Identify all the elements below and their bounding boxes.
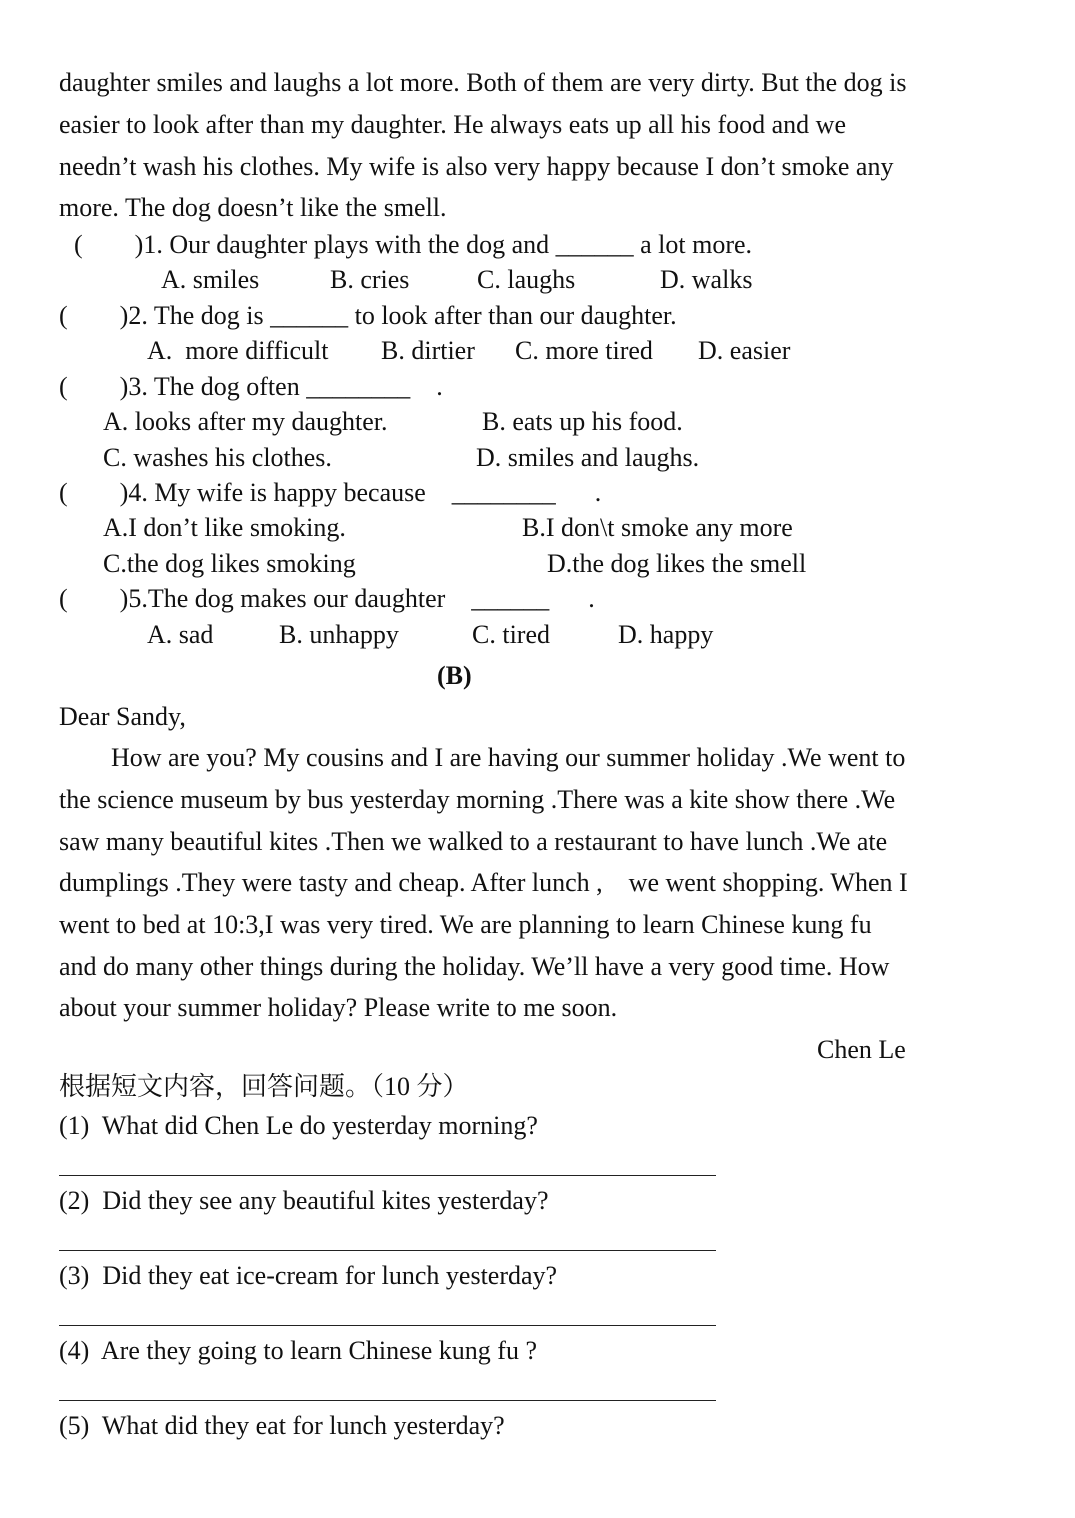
instruction-text: 根据短文内容，回答问题。（10 分） bbox=[59, 1072, 469, 1101]
question-5-option-c: C. tired bbox=[472, 620, 550, 649]
question-1-option-a: A. smiles bbox=[161, 265, 260, 294]
letter-line: the science museum by bus yesterday morning .There was a kite show there .We bbox=[59, 785, 896, 814]
open-question-3: (3) Did they eat ice-cream for lunch yesterday? bbox=[59, 1261, 558, 1290]
open-question-4: (4) Are they going to learn Chinese kung fu ? bbox=[59, 1336, 537, 1365]
passage-a-line: easier to look after than my daughter. He always eats up all his food and we bbox=[59, 110, 846, 139]
question-3-option-b: B. eats up his food. bbox=[482, 407, 683, 436]
answer-line-2[interactable] bbox=[59, 1250, 716, 1251]
question-2-option-c: C. more tired bbox=[515, 336, 653, 365]
open-question-1: (1) What did Chen Le do yesterday morning? bbox=[59, 1111, 538, 1140]
question-5-option-d: D. happy bbox=[618, 620, 714, 649]
question-2-option-a: A. more difficult bbox=[147, 336, 329, 365]
letter-line: went to bed at 10:3,I was very tired. We are planning to learn Chinese kung fu bbox=[59, 910, 872, 939]
question-4-option-d: D.the dog likes the smell bbox=[547, 549, 807, 578]
passage-a-line: more. The dog doesn’t like the smell. bbox=[59, 193, 447, 222]
question-5-prompt: ( )5.The dog makes our daughter ______ . bbox=[59, 584, 595, 613]
passage-a-line: daughter smiles and laughs a lot more. Both of them are very dirty. But the dog is bbox=[59, 68, 907, 97]
question-1-prompt: ( )1. Our daughter plays with the dog and ______ a lot more. bbox=[74, 230, 753, 259]
question-4-option-a: A.I don’t like smoking. bbox=[103, 513, 346, 542]
question-3-option-d: D. smiles and laughs. bbox=[476, 443, 700, 472]
question-3-option-c: C. washes his clothes. bbox=[103, 443, 332, 472]
question-4-option-c: C.the dog likes smoking bbox=[103, 549, 356, 578]
letter-line: about your summer holiday? Please write to me soon. bbox=[59, 993, 618, 1022]
question-3-option-a: A. looks after my daughter. bbox=[103, 407, 388, 436]
letter-line: dumplings .They were tasty and cheap. After lunch , we went shopping. When I bbox=[59, 868, 908, 897]
answer-line-1[interactable] bbox=[59, 1175, 716, 1176]
open-question-2: (2) Did they see any beautiful kites yesterday? bbox=[59, 1186, 549, 1215]
question-5-option-b: B. unhappy bbox=[279, 620, 399, 649]
question-5-option-a: A. sad bbox=[147, 620, 214, 649]
question-1-option-b: B. cries bbox=[330, 265, 410, 294]
letter-line: saw many beautiful kites .Then we walked to a restaurant to have lunch .We ate bbox=[59, 827, 888, 856]
question-2-option-d: D. easier bbox=[698, 336, 791, 365]
question-3-prompt: ( )3. The dog often ________ . bbox=[59, 372, 443, 401]
passage-a-line: needn’t wash his clothes. My wife is also very happy because I don’t smoke any bbox=[59, 152, 894, 181]
question-1-option-d: D. walks bbox=[660, 265, 753, 294]
letter-line: How are you? My cousins and I are having our summer holiday .We went to bbox=[59, 743, 906, 772]
question-2-option-b: B. dirtier bbox=[381, 336, 475, 365]
answer-line-4[interactable] bbox=[59, 1400, 716, 1401]
answer-line-3[interactable] bbox=[59, 1325, 716, 1326]
letter-greeting: Dear Sandy, bbox=[59, 702, 186, 731]
section-b-heading: (B) bbox=[437, 661, 472, 690]
question-4-option-b: B.I don\t smoke any more bbox=[522, 513, 793, 542]
question-4-prompt: ( )4. My wife is happy because ________ . bbox=[59, 478, 602, 507]
letter-signature: Chen Le bbox=[817, 1035, 906, 1064]
question-2-prompt: ( )2. The dog is ______ to look after than our daughter. bbox=[59, 301, 677, 330]
letter-line: and do many other things during the holiday. We’ll have a very good time. How bbox=[59, 952, 890, 981]
question-1-option-c: C. laughs bbox=[477, 265, 576, 294]
open-question-5: (5) What did they eat for lunch yesterday? bbox=[59, 1411, 505, 1440]
